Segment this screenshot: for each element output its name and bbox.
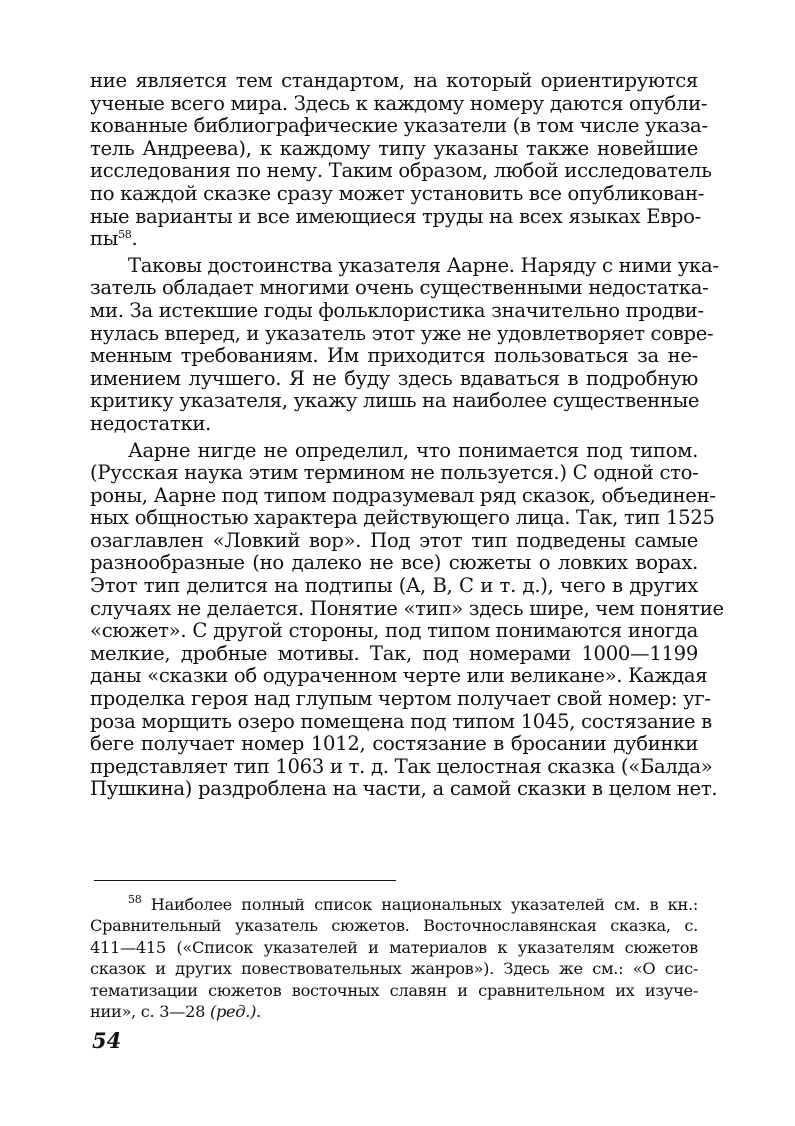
footnote-line-last [90,1001,698,1022]
text-line: даны «сказки об одураченном черте или великане». Каждая [90,664,708,688]
text-fragment: . [256,1002,261,1022]
text-line: кованные библиографические указатели (в том числе указа- [90,114,708,138]
text-line: случаях не делается. Понятие «тип» здесь шире, чем понятие [90,596,724,620]
text-line: ных общностью характера действующего лица. Так, тип 1525 [90,506,715,530]
text-line: менным требованиям. Им приходится пользоваться за не- [90,344,698,368]
footnote-ref[interactable]: 58 [118,228,132,242]
footnote-line: Сравнительный указатель сюжетов. Восточнославянская сказка, с. [90,916,698,936]
text-line: роны, Аарне под типом подразумевал ряд сказок, объединен- [90,483,716,507]
footnote-line: тематизации сюжетов восточных славян и сравнительном их изуче- [90,980,698,1000]
text-line: по каждой сказке сразу может установить все опубликован- [90,181,705,205]
main-text [90,69,724,805]
page-number: 54 [92,1028,122,1053]
text-line: беге получает номер 1012, состязание в бросании дубинки [90,732,698,756]
text-line: Аарне нигде не определил, что понимается под типом. [128,438,698,462]
text-line: «сюжет». С другой стороны, под типом понимаются иногда [90,619,698,643]
text-line-with-footnote: $пы^{58}$. [90,227,138,251]
text-line: роза морщить озеро помещена под типом 1045, состязание в [90,709,712,733]
text-line: проделка героя над глупым чертом получает свой номер: уг- [90,687,711,711]
text-line: исследования по нему. Таким образом, любой исследователь [90,159,712,183]
text-line: разнообразные (но далеко не все) сюжеты о ловких ворах. [90,551,698,575]
text-line: критику указателя, укажу лишь на наиболее существенные [90,389,700,413]
footnote-line: сказок и других повествовательных жанров»). Здесь же см.: «О сис- [90,959,698,979]
text-fragment: нии», с. 3—28 [90,1002,210,1022]
text-line: ние является тем стандартом, на который ориентируются [90,69,698,92]
text-line: недостатки. [90,411,212,435]
text-line: тель Андреева), к каждому типу указаны также новейшие [90,136,698,160]
text-line: Пушкина) раздроблена на части, а самой сказки в целом нет. [90,777,718,801]
text-line: ми. За истекшие годы фольклористика значительно продви- [90,298,704,322]
text-line: озаглавлен «Ловкий вор». Под этот тип подведены самые [90,528,698,552]
text-line: имением лучшего. Я не буду здесь вдаваться в подробную [90,366,698,390]
text-fragment: Наиболее полный список национальных указателей см. в кн.: [150,895,698,914]
text-line: мелкие, дробные мотивы. Так, под номерами 1000—1199 [90,641,698,665]
text-line: ные варианты и все имеющиеся труды на всех языках Евро- [90,204,701,228]
paragraph-2 [90,253,719,436]
text-line: Этот тип делится на подтипы (A, B, C и т. д.), чего в других [90,574,698,598]
footnote-divider [94,880,396,881]
text-line: представляет тип 1063 и т. д. Так целостная сказка («Балда» [90,754,713,778]
text-line: затель обладает многими очень существенными недостатка- [90,276,709,300]
footnote-marker: 58 [128,893,142,906]
paragraph-3 [90,438,724,802]
text-line: нулась вперед, и указатель этот уже не удовлетворяет совре- [90,321,714,345]
footnote-line: 411—415 («Список указателей и материалов к указателям сюжетов [90,937,698,957]
footnote [90,894,698,1022]
text-line: (Русская наука этим термином не пользуется.) С одной сто- [90,461,699,485]
text-fragment: пы [90,227,119,251]
footnote-line-with-marker [90,894,698,915]
paragraph-1 [90,69,712,251]
editor-note: (ред.) [209,1002,257,1022]
text-line: Таковы достоинства указателя Аарне. Наряду с ними ука- [128,253,719,277]
text-line: ученые всего мира. Здесь к каждому номеру даются опубли- [90,91,708,115]
